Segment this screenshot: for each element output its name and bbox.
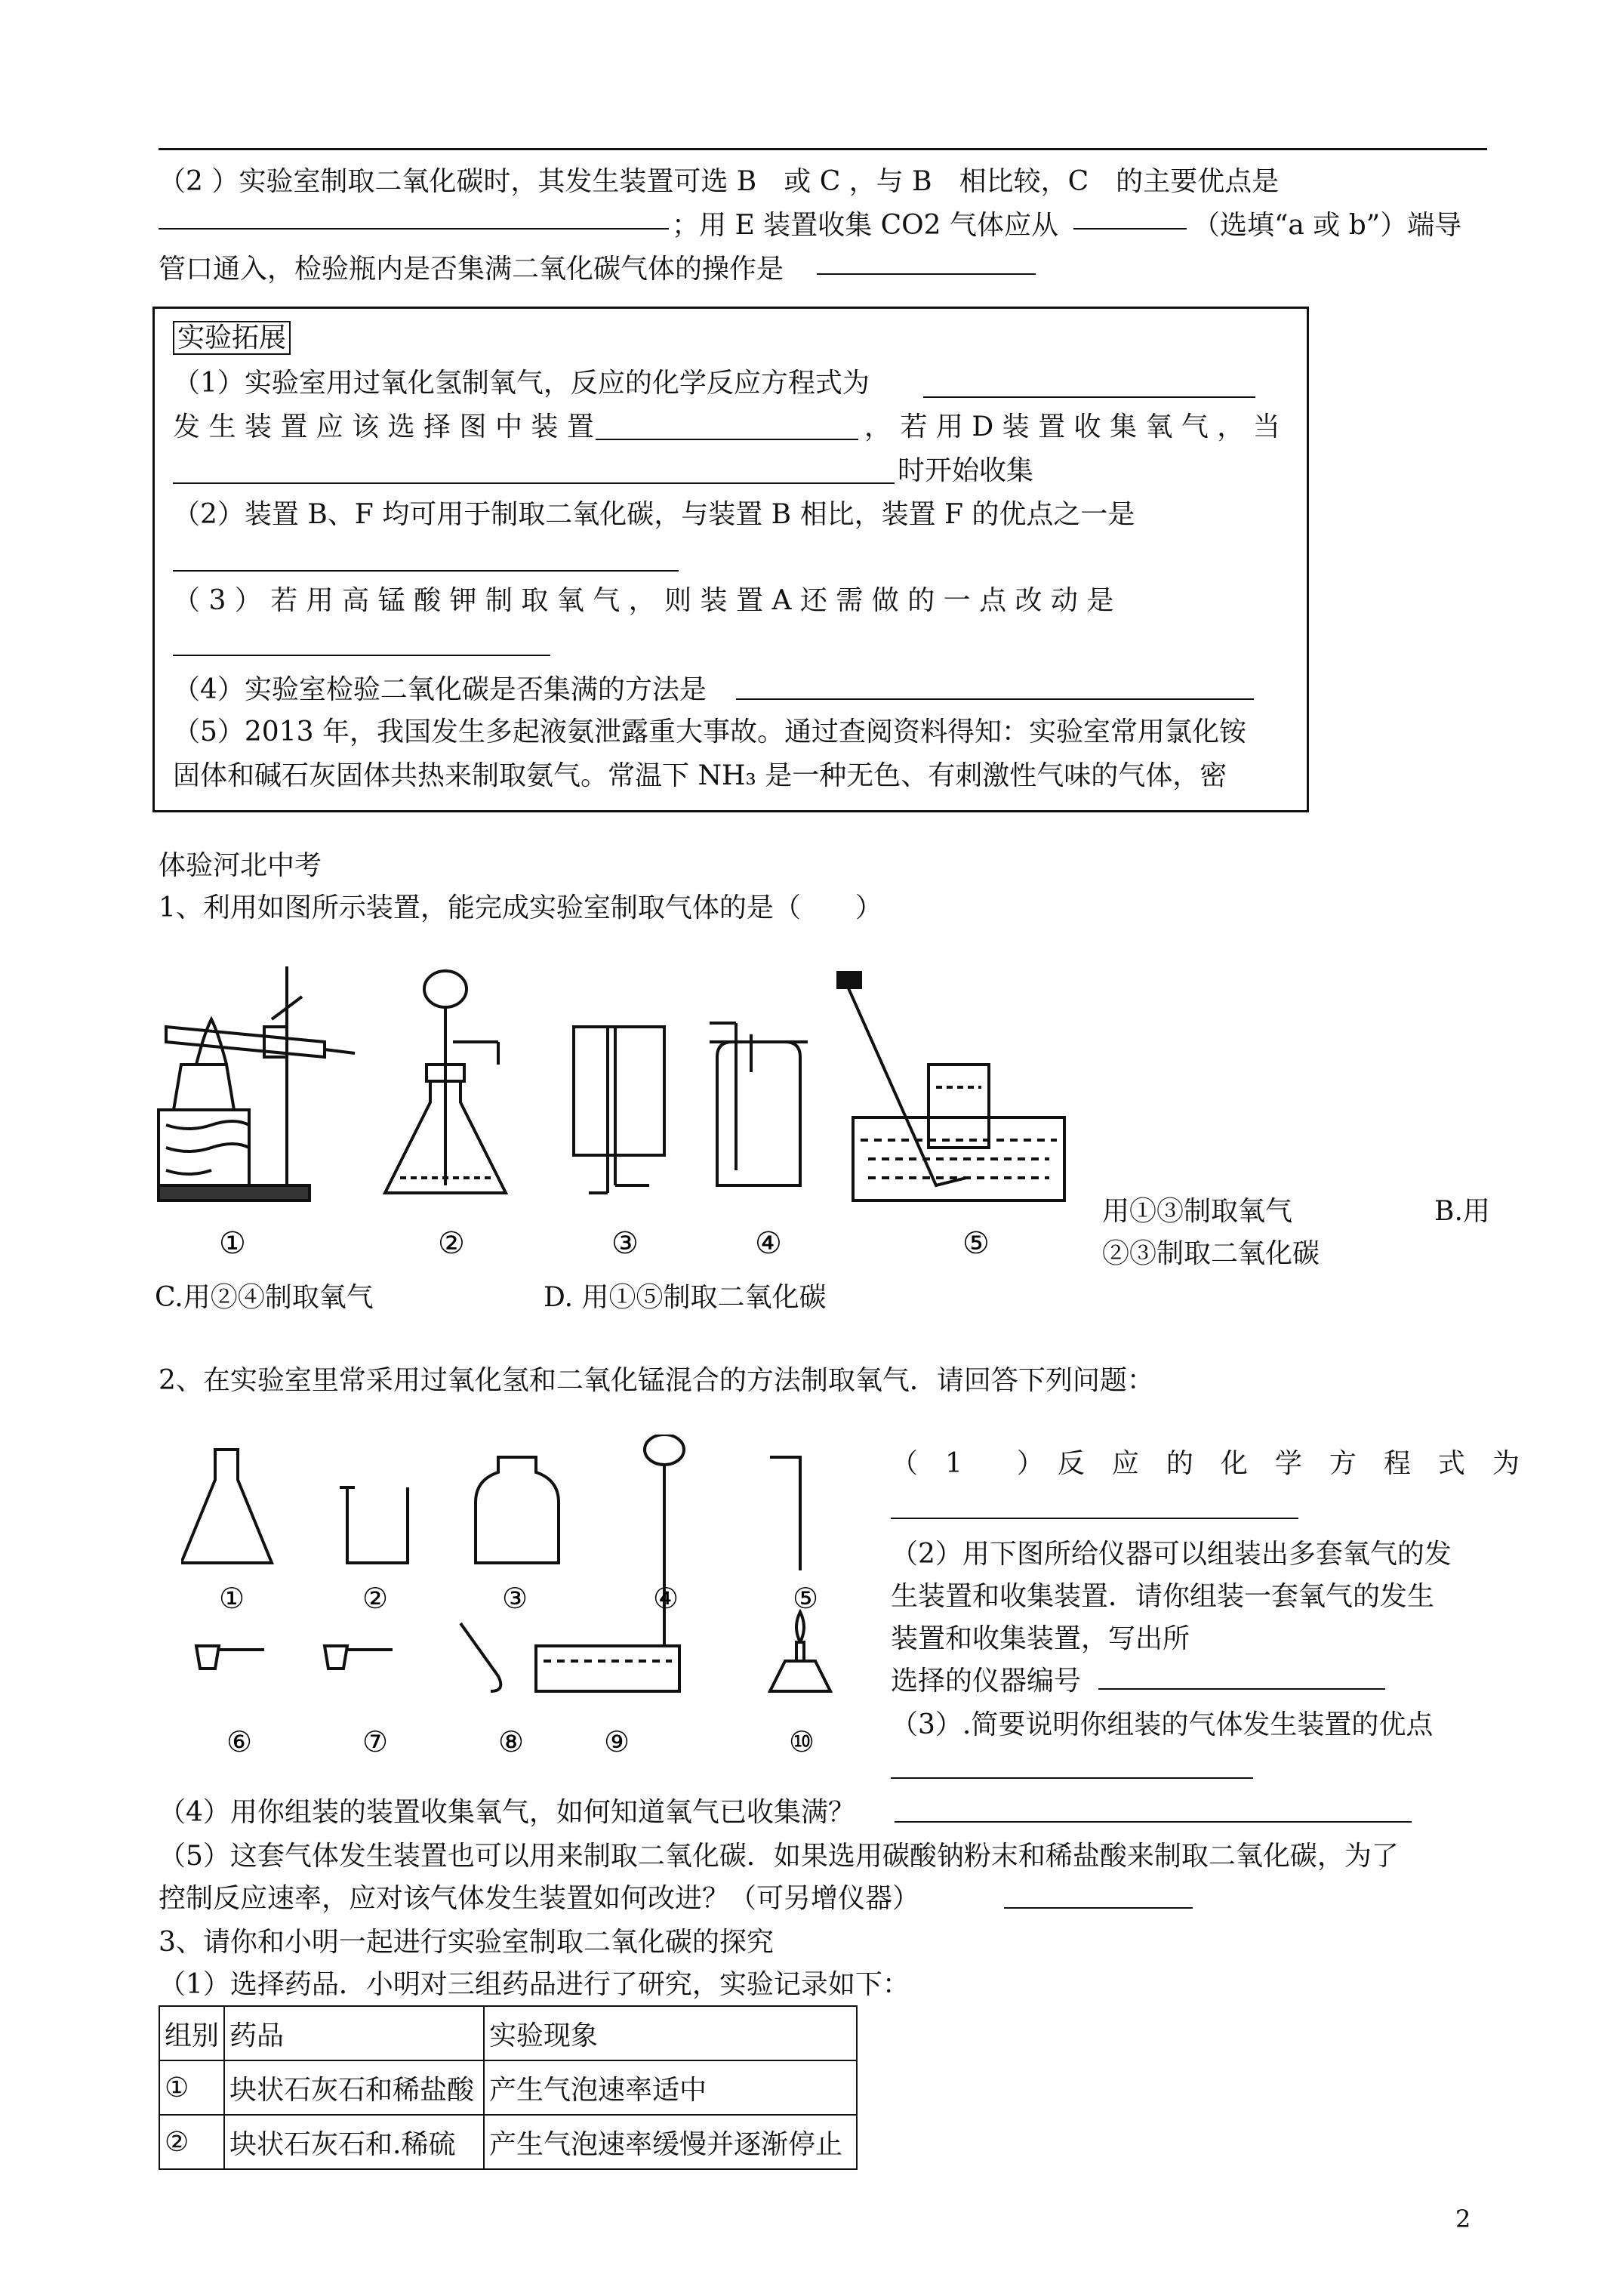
answer-blank[interactable] (173, 655, 550, 656)
answer-blank[interactable] (159, 228, 669, 230)
q2-p2a: （2）用下图所给仪器可以组装出多套氧气的发 (891, 1539, 1452, 1570)
q1-option-d: D. 用①⑤制取二氧化碳 (544, 1282, 827, 1313)
expansion-s1b-right: ， 若 用 D 装 置 收 集 氧 气 ， 当 (864, 411, 1280, 442)
table-cell: ① (159, 2060, 224, 2115)
q1-label-3: ③ (611, 1226, 639, 1261)
answer-blank[interactable] (817, 273, 1036, 275)
q2-p1: （ 1 ） 反 应 的 化 学 方 程 式 为 (891, 1448, 1520, 1479)
answer-blank[interactable] (1073, 228, 1187, 230)
answer-blank[interactable] (891, 1518, 1298, 1519)
q2-label-9: ⑨ (604, 1725, 630, 1758)
q2-p2d: 选择的仪器编号 (891, 1666, 1082, 1697)
table-cell: 产生气泡速率适中 (484, 2060, 857, 2115)
q2-cont-line1: （2 ）实验室制取二氧化碳时，其发生装置可选 B 或 C ，与 B 相比较，C 的主要优点是 (159, 166, 1280, 197)
q2-stem: 2、在实验室里常采用过氧化氢和二氧化锰混合的方法制取氧气．请回答下列问题： (159, 1365, 1154, 1396)
experiment-record-table (159, 2005, 858, 2170)
q2-p2c: 装置和收集装置，写出所 (891, 1623, 1190, 1654)
q2-p4: （4）用你组装的装置收集氧气，如何知道氧气已收集满？ (159, 1797, 855, 1828)
q2-p3: （3）.简要说明你组装的气体发生装置的优点 (891, 1709, 1434, 1740)
q2-label-2: ② (362, 1582, 389, 1615)
q1-option-c: C.用②④制取氧气 (155, 1282, 374, 1313)
expansion-s1b-left: 发 生 装 置 应 该 选 择 图 中 装 置 (173, 411, 594, 442)
table-header: 组别 (159, 2006, 224, 2060)
q1-label-4: ④ (755, 1226, 782, 1261)
q2-cont-line3: 管口通入，检验瓶内是否集满二氧化碳气体的操作是 (159, 254, 784, 285)
q1-stem: 1、利用如图所示装置，能完成实验室制取气体的是（ ） (159, 892, 882, 923)
answer-blank[interactable] (173, 482, 895, 484)
expansion-s5b: 固体和碱石灰固体共热来制取氨气。常温下 NH₃ 是一种无色、有刺激性气味的气体，密 (173, 760, 1227, 791)
section-title: 体验河北中考 (159, 850, 322, 881)
experiment-expansion-box (152, 307, 1309, 812)
q1-option-a: 用①③制取氧气 (1102, 1196, 1293, 1227)
q2-cont-line2a: ；用 E 装置收集 CO2 气体应从 (672, 210, 1059, 241)
q1-label-2: ② (438, 1226, 465, 1261)
expansion-s1c: 时开始收集 (898, 455, 1034, 486)
q2-label-3: ③ (502, 1582, 528, 1615)
q2-p2b: 生装置和收集装置．请你组装一套氧气的发生 (891, 1581, 1435, 1612)
answer-blank[interactable] (173, 570, 679, 572)
page-number: 2 (1455, 2205, 1471, 2233)
answer-blank[interactable] (736, 698, 1254, 700)
answer-blank[interactable] (891, 1777, 1253, 1779)
q1-label-1: ① (219, 1226, 246, 1261)
q2-label-8: ⑧ (498, 1725, 525, 1758)
table-header: 实验现象 (484, 2006, 857, 2060)
q2-label-7: ⑦ (362, 1725, 389, 1758)
table-cell: 块状石灰石和稀盐酸 (224, 2060, 484, 2115)
expansion-s5a: （5）2013 年，我国发生多起液氨泄露重大事故。通过查阅资料得知：实验室常用氯化铵 (173, 717, 1246, 747)
q2-cont-line2b: （选填“a 或 b”）端导 (1193, 210, 1462, 241)
table-header: 药品 (224, 2006, 484, 2060)
q2-label-10: ⑩ (789, 1725, 815, 1758)
q1-label-5: ⑤ (962, 1226, 990, 1261)
expansion-s2: （2）装置 B、F 均可用于制取二氧化碳，与装置 B 相比，装置 F 的优点之一是 (173, 499, 1135, 530)
answer-blank[interactable] (895, 1821, 1412, 1823)
table-row (159, 2115, 857, 2169)
expansion-tag: 实验拓展 (173, 321, 291, 355)
answer-blank[interactable] (923, 396, 1255, 398)
answer-blank[interactable] (1004, 1907, 1193, 1909)
answer-blank[interactable] (596, 439, 858, 440)
table-cell: 块状石灰石和.稀硫 (224, 2115, 484, 2169)
expansion-s4: （4）实验室检验二氧化碳是否集满的方法是 (173, 674, 707, 705)
q1-option-b2: ②③制取二氧化碳 (1102, 1238, 1320, 1269)
q3-stem: 3、请你和小明一起进行实验室制取二氧化碳的探究 (159, 1927, 774, 1958)
q2-label-1: ① (219, 1582, 245, 1615)
q2-p5a: （5）这套气体发生装置也可以用来制取二氧化碳．如果选用碳酸钠粉末和稀盐酸来制取二氧化碳，为了 (159, 1841, 1399, 1872)
q2-label-4: ④ (653, 1582, 679, 1615)
table-row (159, 2060, 857, 2115)
table-cell: ② (159, 2115, 224, 2169)
table-cell: 产生气泡速率缓慢并逐渐停止 (484, 2115, 857, 2169)
expansion-s1a: （1）实验室用过氧化氢制氧气，反应的化学反应方程式为 (173, 368, 870, 399)
q3-sub1: （1）选择药品．小明对三组药品进行了研究，实验记录如下： (159, 1969, 910, 2000)
top-rule (159, 148, 1487, 150)
q2-p5b: 控制反应速率，应对该气体发生装置如何改进？（可另增仪器） (159, 1883, 920, 1914)
q1-option-b1: B.用 (1434, 1196, 1490, 1227)
expansion-s3: （ 3 ） 若 用 高 锰 酸 钾 制 取 氧 气 ， 则 装 置 A 还 需 做 的 一 点 改 动 是 (173, 585, 1114, 616)
table-header-row (159, 2006, 857, 2060)
q2-label-6: ⑥ (226, 1725, 253, 1758)
q2-label-5: ⑤ (793, 1582, 819, 1615)
answer-blank[interactable] (1098, 1688, 1385, 1690)
